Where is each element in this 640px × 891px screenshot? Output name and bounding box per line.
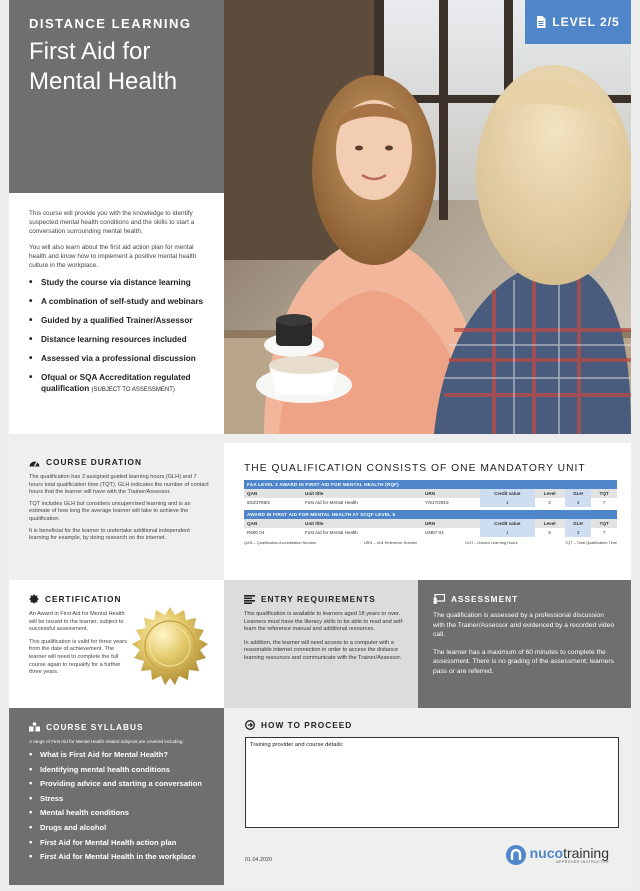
col-header: URN [422,519,480,528]
level-label: LEVEL 2/5 [552,15,620,29]
table-band: AWARD IN FIRST AID FOR MENTAL HEALTH AT SCQF LEVEL 5 [244,510,617,519]
feature-item: • Assessed via a professional discussion [29,353,210,364]
table-cell: 1 [480,528,535,537]
badge-icon [29,594,39,604]
table-cell: 1 [480,498,535,507]
col-header: GLH [565,489,592,498]
col-header: TQT [591,519,617,528]
logo-brand-a: nuco [529,845,564,861]
syllabus-item: • Identifying mental health conditions [29,765,212,775]
key-item: GLH – Guided Learning Hours [464,540,518,545]
how-to-proceed-section [224,708,631,885]
key-item: URN – Unit Reference Number [363,540,418,545]
entry-requirements-section [224,580,418,708]
abbreviation-key [244,540,617,545]
qualification-section [224,443,631,580]
feature-item-note: (SUBJECT TO ASSESSMENT) [91,387,175,393]
key-item: TQT – Total Qualification Time [564,540,617,545]
logo-subtitle: APPROVED INSTRUCTOR [556,860,609,864]
logo-wordmark [530,846,609,860]
title-line-1: First Aid for [29,38,151,65]
table-cell: Y/617/2919 [425,500,449,505]
feature-item-accreditation [29,372,210,396]
feature-item: • Guided by a qualified Trainer/Assessor [29,315,210,326]
table-cell: 3 [565,528,592,537]
syllabus-item: • First Aid for Mental Health in the workplace [29,852,212,862]
col-header: URN [422,489,480,498]
provider-details-label: Training provider and course details: [250,742,344,748]
intro-paragraph-2: You will also learn about the first aid action plan for mental health and know how to implement a positive mental health culture in the workplace. [29,244,197,269]
title-line-2: Mental Health [29,68,178,95]
entry-paragraph: This qualification is available to learners aged 18 years or over. Learners must have the literacy skills to be able to read and self-learn the reference manual and additional resources. [244,611,404,633]
certification-paragraph: This qualification is valid for three years from the date of achievement. The learner will need to complete the full course again to requalify for a further three years. [29,638,127,676]
feature-item: • Distance learning resources included [29,334,210,345]
syllabus-item: • Drugs and alcohol [29,823,212,833]
course-syllabus-section [9,708,224,885]
col-header: QAN [244,519,302,528]
col-header: QAN [244,489,302,498]
heading-text: CERTIFICATION [45,594,122,604]
page-title [29,37,204,97]
certification-heading [29,594,212,604]
feature-item-text: Ofqual or SQA Accreditation regulated qualification [41,373,191,393]
document-icon [536,16,546,28]
table-cell: 7 [602,500,606,505]
brochure-page-2 [9,443,631,885]
table-cell: 5 [548,530,551,535]
course-syllabus-heading [29,722,212,732]
table-cell: 603/3769/2 [247,500,270,505]
course-duration-section [9,443,224,580]
table-cell: 2 [548,500,551,505]
syllabus-item: • Stress [29,794,212,804]
duration-paragraph: It is beneficial for the learner to undertake additional independent learning for example, by doing research on the internet. [29,527,190,542]
col-header: TQT [591,489,617,498]
syllabus-list [29,750,212,862]
how-to-proceed-heading [245,720,611,730]
syllabus-item: • What is First Aid for Mental Health? [29,750,212,760]
brochure-page-1 [9,0,631,434]
course-duration-heading [29,457,210,467]
row-cert-entry-assessment [9,580,631,708]
arrow-right-circle-icon [245,720,255,730]
issue-date: 01.04.2020 [245,857,272,863]
table-cell: R600 04 [247,530,265,535]
feature-item: • Study the course via distance learning [29,277,210,288]
certification-paragraph: An Award in First Aid for Mental Health will be issued to the learner, subject to successful assessment. [29,611,125,633]
table-band: FAA LEVEL 2 AWARD IN FIRST AID FOR MENTAL HEALTH (RQF) [244,480,617,489]
row-duration-qualification [9,443,631,580]
table-cell: 3 [565,498,592,507]
provider-details-box[interactable] [245,737,619,828]
qualification-heading: THE QUALIFICATION CONSISTS OF ONE MANDATORY UNIT [244,463,586,474]
nuco-logo-icon [506,845,526,865]
entry-paragraph: In addition, the learner will need access to a computer with a reasonable internet connection in order to access the distance learning resources and communicate with the Trainer/Assessor. [244,639,402,661]
col-header: Unit title [302,519,422,528]
syllabus-lead: A range of First Aid for Mental Health related subjects are covered including: [29,739,184,744]
presentation-icon [433,594,445,604]
col-header: Credit value [480,489,535,498]
col-header: Unit title [302,489,422,498]
certification-section [9,580,224,708]
col-header: GLH [565,519,592,528]
key-item: QAN – Qualification Accreditation Number [244,540,317,545]
syllabus-item: • Providing advice and starting a conversation [29,779,212,789]
heading-text: HOW TO PROCEED [261,720,353,730]
table-cell: First Aid for Mental Health [305,500,358,505]
col-header: Level [535,489,565,498]
title-panel [9,0,224,193]
row-syllabus-proceed [9,708,631,885]
assessment-paragraph: The learner has a maximum of 60 minutes to complete the assessment. There is no grading of the assessment; learners pass or are referred. [433,648,614,675]
table-cell: First Aid for Mental Health [305,530,358,535]
table-cell: UM87 04 [425,530,444,535]
speedometer-icon [29,458,40,467]
table-cell: 7 [602,530,606,535]
qualification-table-rqf [244,480,617,507]
assessment-heading [433,594,617,604]
assessment-paragraph: The qualification is assessed by a professional discussion with the Trainer/Assessor and evidenced by a recorded video call. [433,612,615,638]
logo-text-group [530,846,609,864]
intro-panel [9,193,224,434]
duration-paragraph: The qualification has 3 assigned guided learning hours (GLH) and 7 hours total qualification time (TQT). GLH indicates the number of contact hours that the learner will have with the Trainer/Assessor. [29,474,209,496]
heading-text: ENTRY REQUIREMENTS [261,594,376,604]
heading-text: COURSE SYLLABUS [46,722,144,732]
list-icon [244,595,255,604]
assessment-section [418,580,631,708]
feature-item: • A combination of self-study and webinars [29,296,210,307]
kicker: DISTANCE LEARNING [29,16,192,31]
feature-list [29,277,210,396]
people-icon [29,722,40,732]
heading-text: COURSE DURATION [46,457,142,467]
brand-logo [506,845,609,865]
cafe-conversation-illustration [224,0,631,434]
intro-paragraph-1: This course will provide you with the knowledge to identify suspected mental health conditions and the skills to start a conversation surrounding mental health. [29,210,195,235]
gold-seal-icon [129,606,211,688]
heading-text: ASSESSMENT [451,594,519,604]
qualification-table-scqf [244,510,617,537]
entry-requirements-heading [244,594,404,604]
syllabus-item: • First Aid for Mental Health action plan [29,838,212,848]
hero-photo [224,0,631,434]
level-badge [525,0,631,44]
logo-brand-b: training [563,845,609,861]
syllabus-item: • Mental health conditions [29,808,212,818]
col-header: Credit value [480,519,535,528]
duration-paragraph: TQT includes GLH but considers unsupervised learning and is an estimate of how long the average learner will take to achieve the qualification. [29,500,191,522]
col-header: Level [535,519,565,528]
